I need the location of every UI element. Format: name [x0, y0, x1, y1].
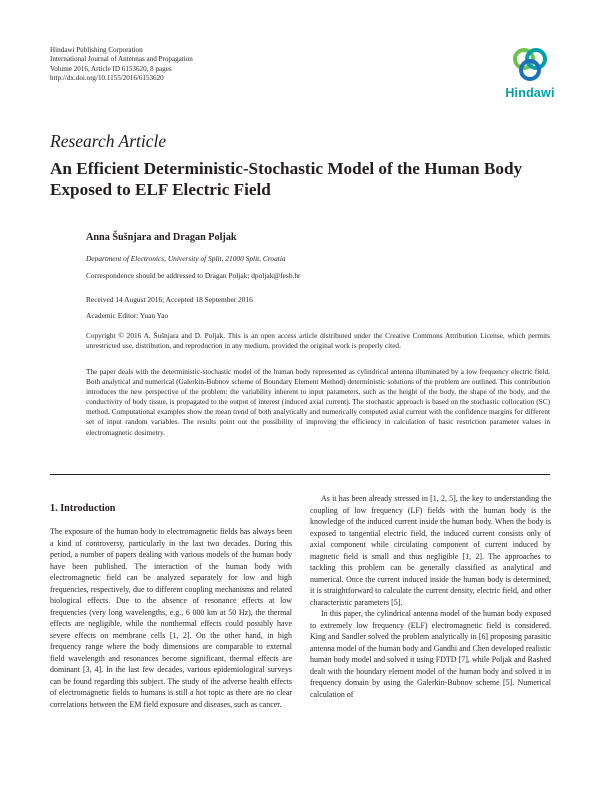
- hindawi-logo[interactable]: [500, 44, 560, 100]
- affiliation: Department of Electronics, University of Split, 21000 Split, Croatia: [86, 254, 286, 263]
- authors: Anna Šušnjara and Dragan Poljak: [86, 232, 237, 243]
- publisher-name: Hindawi Publishing Corporation: [50, 46, 143, 54]
- abstract: The paper deals with the deterministic-stochastic model of the human body represented as cylindrical antenna illuminated by a low frequency electric field. Both analytical and numerical (Galerkin-Bubnov scheme of Boundary Element Method) deterministic solutions of the problem are outlined. This contribution introduces the new perspective of the problem: the variability inherent to input parameters, such as the height of the body, the shape of the body, and the conductivity of body tissue, is propagated to the output of interest (induced axial current). The stochastic approach is based on the stochastic collocation (SC) method. Computational examples show the mean trend of both analytically and numerically computed axial current with the confidence margins for different set of input random variables. The results point out the possibility of improving the efficiency in calculation of basic restriction parameter values in electromagnetic dosimetry.: [86, 367, 550, 437]
- paragraph: The exposure of the human body to electromagnetic fields has always been a kind of controversy, particularly in the last two decades. During this period, a number of papers dealing with various models of the human body have been published. The interaction of the human body with electromagnetic field can be analyzed separately for low and high frequencies, respectively, due to different coupling mechanisms and related biological effects. Due to the absence of resonance effects at low frequencies (very long wavelengths, e.g., 6 000 km at 50 Hz), the thermal effects are negligible, while the nonthermal effects could possibly have severe effects on membrane cells [1, 2]. On the other hand, in high frequency range where the body dimensions are comparable to external field wavelength and resonances become significant, thermal effects are dominant [3, 4]. In the last few decades, various epidemiological surveys can be found regarding this subject. The study of the adverse health effects of electromagnetic fields to humans is still a hot topic as there are no clear correlations between the EM field exposure and diseases, such as cancer.: [50, 527, 292, 709]
- copyright-notice: Copyright © 2016 A. Šušnjara and D. Poljak. This is an open access article distributed under the Creative Commons Attribution License, which permits unrestricted use, distribution, and reproduction in any medium, provided the original work is properly cited.: [86, 331, 550, 350]
- volume-info: Volume 2016, Article ID 6153620, 8 pages: [50, 64, 172, 73]
- section-divider: [50, 474, 550, 475]
- left-column: [50, 526, 292, 710]
- paragraph: In this paper, the cylindrical antenna model of the human body exposed to extremely low frequency (ELF) electromagnetic field is considered. King and Sandler solved the problem analytically in [6] proposing parasitic antenna model of the human body and Gandhi and Chen developed realistic human body model and solved it using FDTD [7], while Poljak and Rashed dealt with the boundary element model of the human body and solved it in frequency domain by using the Galerkin-Bubnov scheme [5]. Numerical calculation of: [310, 609, 551, 699]
- paragraph: As it has been already stressed in [1, 2, 5], the key to understanding the coupling of low frequency (LF) fields with the human body is the knowledge of the induced current inside the human body. When the body is exposed to tangential electric field, the induced current consists only of axial component while circulating component of current induced by magnetic field is small and thus negligible [1, 2]. The approaches to tackling this problem can be generally classified as analytical and numerical. Once the current induced inside the human body is determined, it is straightforward to calculate the current density, electric field, and other characteristic parameters [5].: [310, 494, 551, 607]
- journal-header: [50, 46, 193, 84]
- hindawi-rings-icon: [510, 46, 550, 84]
- correspondence: Correspondence should be addressed to Dragan Poljak; dpoljak@fesb.hr: [86, 271, 301, 280]
- academic-editor: Academic Editor: Yuan Yao: [86, 311, 169, 320]
- section-title: 1. Introduction: [50, 503, 116, 514]
- doi-link[interactable]: http://dx.doi.org/10.1155/2016/6153620: [50, 74, 164, 83]
- article-title: An Efficient Deterministic-Stochastic Model of the Human Body Exposed to ELF Electric Field: [50, 159, 523, 199]
- received-dates: Received 14 August 2016; Accepted 18 September 2016: [86, 295, 253, 304]
- article-type: Research Article: [50, 131, 167, 151]
- hindawi-logo-text: Hindawi: [505, 86, 555, 100]
- right-column: [310, 493, 551, 700]
- journal-name: International Journal of Antennas and Propagation: [50, 55, 193, 64]
